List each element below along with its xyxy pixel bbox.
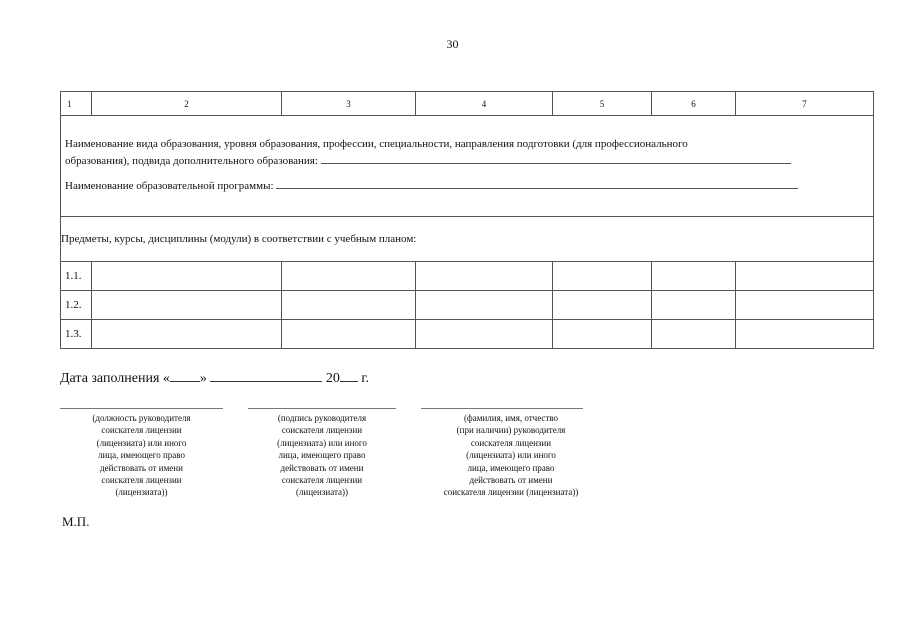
fill-date-line [60, 367, 369, 387]
table-cell[interactable] [92, 320, 282, 349]
signature-field[interactable] [248, 408, 396, 409]
table-cell[interactable] [553, 291, 652, 320]
position-caption: (должность руководителя соискателя лицензии (лицензиата) или иного лица, имеющего право действовать от имени соискателя лицензии (лицензиата)) [92, 413, 191, 498]
table-cell[interactable] [416, 262, 553, 291]
program-name-field[interactable] [276, 177, 798, 189]
stamp-label: М.П. [62, 514, 90, 529]
signature-caption: (подпись руководителя соискателя лицензии (лицензиата) или иного лица, имеющего право действовать от имени соискателя лицензии (лицензиата)) [277, 413, 367, 498]
year-suffix: г. [361, 371, 370, 386]
fullname-field[interactable] [421, 408, 583, 409]
table-cell[interactable] [92, 262, 282, 291]
fullname-caption: (фамилия, имя, отчество (при наличии) руководителя соискателя лицензии (лицензиата) или иного лица, имеющего право действовать от имени соискателя лицензии (лицензиата)) [443, 413, 579, 498]
table-cell[interactable] [416, 291, 553, 320]
column-header: 6 [652, 92, 736, 116]
table-row [61, 320, 874, 349]
month-field[interactable] [210, 367, 322, 382]
signature-block [248, 408, 396, 499]
table-cell[interactable] [652, 320, 736, 349]
row-number: 1.2. [61, 291, 92, 320]
page-number: 30 [446, 37, 459, 51]
table-cell[interactable] [553, 320, 652, 349]
table-cell[interactable] [736, 291, 874, 320]
education-program-table [60, 91, 874, 349]
column-header: 3 [282, 92, 416, 116]
year-field[interactable] [340, 367, 358, 382]
subjects-row [61, 217, 874, 262]
table-row [61, 262, 874, 291]
date-mid: » [199, 371, 207, 386]
column-header: 5 [553, 92, 652, 116]
year-prefix: 20 [325, 371, 340, 386]
program-label: Наименование образовательной программы: [65, 180, 274, 192]
table-cell[interactable] [736, 262, 874, 291]
subjects-label: Предметы, курсы, дисциплины (модули) в соответствии с учебным планом: [61, 217, 874, 262]
row-number: 1.1. [61, 262, 92, 291]
education-type-block [61, 116, 874, 217]
day-field[interactable] [170, 367, 200, 382]
fullname-signature-block [421, 408, 601, 499]
column-number-row [61, 92, 874, 116]
column-header: 1 [61, 92, 92, 116]
table-cell[interactable] [282, 291, 416, 320]
column-header: 2 [92, 92, 282, 116]
table-cell[interactable] [736, 320, 874, 349]
education-type-label-line1: Наименование вида образования, уровня образования, профессии, специальности, направления подготовки (для профессионального [65, 138, 688, 150]
column-header: 4 [416, 92, 553, 116]
education-type-label-line2: образования), подвида дополнительного образования: [65, 155, 318, 167]
table-cell[interactable] [553, 262, 652, 291]
table-cell[interactable] [92, 291, 282, 320]
position-field[interactable] [60, 408, 223, 409]
table-cell[interactable] [282, 320, 416, 349]
date-prefix: Дата заполнения « [60, 371, 170, 386]
table-cell[interactable] [416, 320, 553, 349]
table-cell[interactable] [652, 262, 736, 291]
column-header: 7 [736, 92, 874, 116]
position-signature-block [60, 408, 223, 499]
table-row [61, 291, 874, 320]
table-cell[interactable] [282, 262, 416, 291]
education-type-field[interactable] [321, 152, 791, 164]
row-number: 1.3. [61, 320, 92, 349]
table-cell[interactable] [652, 291, 736, 320]
